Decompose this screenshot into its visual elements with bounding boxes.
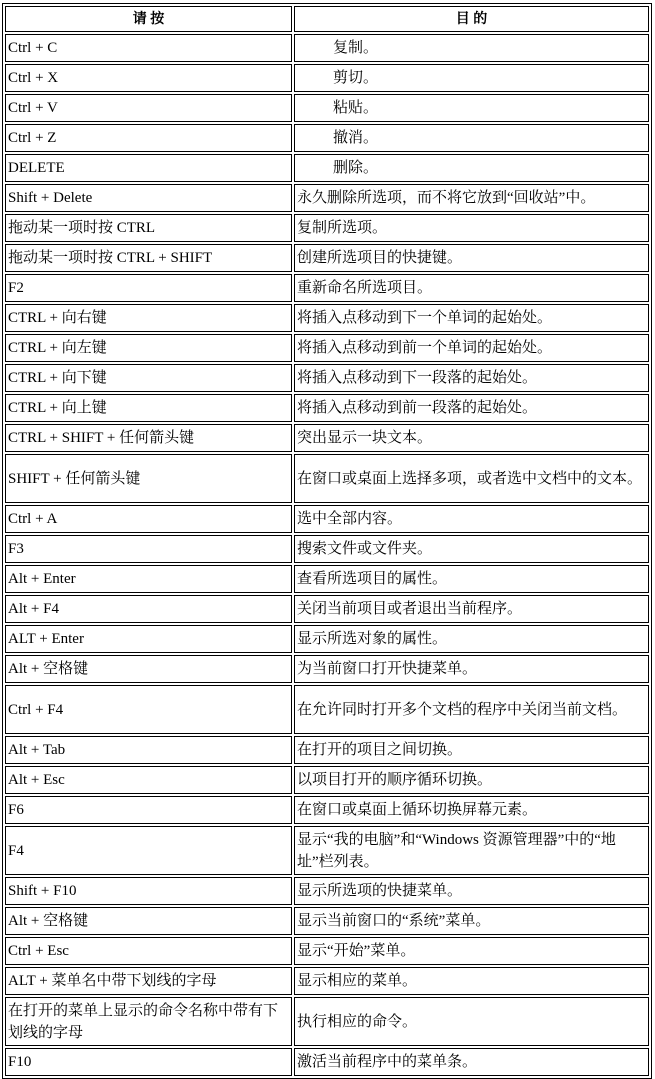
table-row bbox=[5, 214, 649, 242]
shortcut-key-cell: Alt + 空格键 bbox=[5, 655, 292, 683]
shortcut-purpose-cell: 在窗口或桌面上选择多项，或者选中文档中的文本。 bbox=[294, 454, 649, 503]
shortcut-key-cell: ALT + 菜单名中带下划线的字母 bbox=[5, 967, 292, 995]
table-row bbox=[5, 595, 649, 623]
shortcut-key-cell: CTRL + 向上键 bbox=[5, 394, 292, 422]
shortcut-table bbox=[2, 3, 652, 1079]
table-row bbox=[5, 364, 649, 392]
table-row bbox=[5, 34, 649, 62]
shortcut-key-cell: Ctrl + X bbox=[5, 64, 292, 92]
shortcut-purpose-cell: 选中全部内容。 bbox=[294, 505, 649, 533]
shortcut-purpose-cell: 显示当前窗口的“系统”菜单。 bbox=[294, 907, 649, 935]
shortcut-key-cell: Alt + 空格键 bbox=[5, 907, 292, 935]
shortcut-purpose-cell: 永久删除所选项，而不将它放到“回收站”中。 bbox=[294, 184, 649, 212]
shortcut-purpose-cell: 显示所选项的快捷菜单。 bbox=[294, 877, 649, 905]
table-row bbox=[5, 64, 649, 92]
table-row bbox=[5, 796, 649, 824]
shortcut-key-cell: Shift + F10 bbox=[5, 877, 292, 905]
table-row bbox=[5, 877, 649, 905]
table-row bbox=[5, 304, 649, 332]
shortcut-table-container bbox=[2, 3, 652, 1079]
table-row bbox=[5, 154, 649, 182]
shortcut-purpose-cell: 重新命名所选项目。 bbox=[294, 274, 649, 302]
table-row bbox=[5, 625, 649, 653]
table-row bbox=[5, 274, 649, 302]
shortcut-key-cell: 拖动某一项时按 CTRL + SHIFT bbox=[5, 244, 292, 272]
shortcut-key-cell: ALT + Enter bbox=[5, 625, 292, 653]
table-row bbox=[5, 505, 649, 533]
shortcut-key-cell: SHIFT + 任何箭头键 bbox=[5, 454, 292, 503]
table-row bbox=[5, 826, 649, 875]
table-row bbox=[5, 535, 649, 563]
shortcut-purpose-cell: 剪切。 bbox=[294, 64, 649, 92]
shortcut-purpose-cell: 查看所选项目的属性。 bbox=[294, 565, 649, 593]
shortcut-purpose-cell: 显示“我的电脑”和“Windows 资源管理器”中的“地址”栏列表。 bbox=[294, 826, 649, 875]
shortcut-purpose-cell: 搜索文件或文件夹。 bbox=[294, 535, 649, 563]
shortcut-purpose-cell: 复制所选项。 bbox=[294, 214, 649, 242]
table-row bbox=[5, 685, 649, 734]
shortcut-key-cell: 拖动某一项时按 CTRL bbox=[5, 214, 292, 242]
shortcut-purpose-cell: 在允许同时打开多个文档的程序中关闭当前文档。 bbox=[294, 685, 649, 734]
shortcut-purpose-cell: 创建所选项目的快捷键。 bbox=[294, 244, 649, 272]
shortcut-purpose-cell: 撤消。 bbox=[294, 124, 649, 152]
shortcut-key-cell: CTRL + 向右键 bbox=[5, 304, 292, 332]
shortcut-purpose-cell: 关闭当前项目或者退出当前程序。 bbox=[294, 595, 649, 623]
table-row bbox=[5, 907, 649, 935]
shortcut-key-cell: Alt + Tab bbox=[5, 736, 292, 764]
shortcut-key-cell: Ctrl + V bbox=[5, 94, 292, 122]
shortcut-purpose-cell: 在窗口或桌面上循环切换屏幕元素。 bbox=[294, 796, 649, 824]
table-row bbox=[5, 394, 649, 422]
table-row bbox=[5, 334, 649, 362]
shortcut-purpose-cell: 激活当前程序中的菜单条。 bbox=[294, 1048, 649, 1076]
shortcut-purpose-cell: 将插入点移动到前一段落的起始处。 bbox=[294, 394, 649, 422]
shortcut-purpose-cell: 突出显示一块文本。 bbox=[294, 424, 649, 452]
shortcut-purpose-cell: 在打开的项目之间切换。 bbox=[294, 736, 649, 764]
table-row bbox=[5, 967, 649, 995]
table-row bbox=[5, 736, 649, 764]
shortcut-key-cell: 在打开的菜单上显示的命令名称中带有下划线的字母 bbox=[5, 997, 292, 1046]
header-row bbox=[5, 6, 649, 32]
shortcut-purpose-cell: 显示“开始”菜单。 bbox=[294, 937, 649, 965]
shortcut-key-cell: F10 bbox=[5, 1048, 292, 1076]
shortcut-key-cell: Ctrl + A bbox=[5, 505, 292, 533]
shortcut-key-cell: CTRL + 向左键 bbox=[5, 334, 292, 362]
table-row bbox=[5, 1048, 649, 1076]
table-body bbox=[5, 34, 649, 1076]
shortcut-purpose-cell: 复制。 bbox=[294, 34, 649, 62]
shortcut-purpose-cell: 执行相应的命令。 bbox=[294, 997, 649, 1046]
table-row bbox=[5, 937, 649, 965]
shortcut-purpose-cell: 将插入点移动到下一个单词的起始处。 bbox=[294, 304, 649, 332]
shortcut-key-cell: F3 bbox=[5, 535, 292, 563]
shortcut-key-cell: Alt + Enter bbox=[5, 565, 292, 593]
table-row bbox=[5, 94, 649, 122]
shortcut-purpose-cell: 为当前窗口打开快捷菜单。 bbox=[294, 655, 649, 683]
shortcut-key-cell: Ctrl + F4 bbox=[5, 685, 292, 734]
table-row bbox=[5, 184, 649, 212]
header-key: 请 按 bbox=[5, 6, 292, 32]
header-purpose: 目 的 bbox=[294, 6, 649, 32]
table-row bbox=[5, 565, 649, 593]
shortcut-key-cell: Ctrl + C bbox=[5, 34, 292, 62]
shortcut-key-cell: F2 bbox=[5, 274, 292, 302]
table-row bbox=[5, 997, 649, 1046]
shortcut-key-cell: Alt + Esc bbox=[5, 766, 292, 794]
shortcut-key-cell: Shift + Delete bbox=[5, 184, 292, 212]
shortcut-purpose-cell: 删除。 bbox=[294, 154, 649, 182]
shortcut-purpose-cell: 显示所选对象的属性。 bbox=[294, 625, 649, 653]
shortcut-key-cell: DELETE bbox=[5, 154, 292, 182]
shortcut-key-cell: F4 bbox=[5, 826, 292, 875]
shortcut-key-cell: CTRL + 向下键 bbox=[5, 364, 292, 392]
shortcut-purpose-cell: 将插入点移动到前一个单词的起始处。 bbox=[294, 334, 649, 362]
shortcut-purpose-cell: 以项目打开的顺序循环切换。 bbox=[294, 766, 649, 794]
table-row bbox=[5, 766, 649, 794]
table-row bbox=[5, 244, 649, 272]
shortcut-key-cell: Alt + F4 bbox=[5, 595, 292, 623]
table-row bbox=[5, 424, 649, 452]
shortcut-key-cell: F6 bbox=[5, 796, 292, 824]
shortcut-purpose-cell: 显示相应的菜单。 bbox=[294, 967, 649, 995]
table-row bbox=[5, 124, 649, 152]
shortcut-key-cell: CTRL + SHIFT + 任何箭头键 bbox=[5, 424, 292, 452]
shortcut-purpose-cell: 将插入点移动到下一段落的起始处。 bbox=[294, 364, 649, 392]
table-row bbox=[5, 454, 649, 503]
shortcut-key-cell: Ctrl + Esc bbox=[5, 937, 292, 965]
shortcut-purpose-cell: 粘贴。 bbox=[294, 94, 649, 122]
table-row bbox=[5, 655, 649, 683]
shortcut-key-cell: Ctrl + Z bbox=[5, 124, 292, 152]
